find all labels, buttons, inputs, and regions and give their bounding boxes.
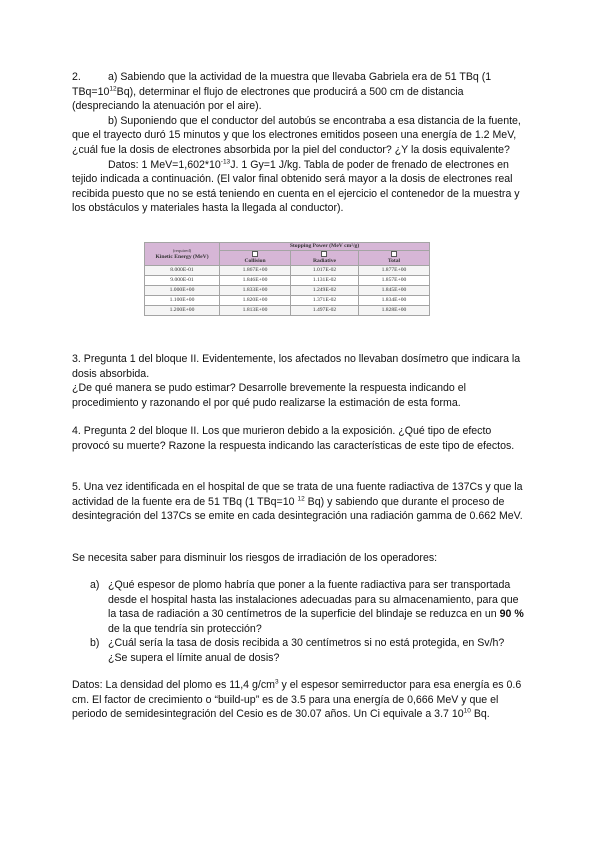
stopping-power-header: Stopping Power (MeV cm²/g) — [220, 243, 430, 251]
kinetic-energy-header: (required) Kinetic Energy (MeV) — [145, 243, 220, 266]
question-2a: 2. a) Sabiendo que la actividad de la muestra que llevaba Gabriela era de 51 TBq (1 $TBq=10^{12}Bq$), determinar el flujo de electrones que producirá a 500 cm de distancia (despreciando la atenuación por el aire). — [72, 71, 492, 113]
question-5-datos: Datos: La densidad del plomo es 11,4 $g/cm^3$ y el espesor semirreductor para esa energía es 0.6 cm. El factor de crecimiento o “build-up” es de 3.5 para una energía de 0,666 MeV y que el periodo de semidesintegración del Cesio es de 30.07 años. Un Ci equivale a 3.7 $10^{10}$ Bq. — [72, 678, 522, 721]
table-row: 1.000E+00 1.833E+00 1.249E-02 1.845E+00 — [145, 286, 430, 296]
question-2 — [72, 70, 524, 216]
question-3 — [72, 352, 524, 410]
list-item: a) ¿Qué espesor de plomo habría que poner a la fuente radiactiva para ser transportada desde el hospital hasta las instalaciones adecuadas para su almacenamiento, para que la tasa de radiación a 30 centímetros de la superficie del blindaje se reduzca en un 90 % de la que tendría sin protección? — [90, 579, 524, 635]
question-2-number: 2. — [72, 71, 81, 83]
total-header: Total — [358, 251, 429, 266]
list-item: b) ¿Cuál sería la tasa de dosis recibida a 30 centímetros si no está protegida, en Sv/h? ¿Se supera el límite anual de dosis? — [90, 637, 505, 664]
checkbox-icon — [391, 251, 397, 257]
question-5-text: 5. Una vez identificada en el hospital de que se trata de una fuente radiactiva de 137Cs y que la actividad de la fuente era de 51 TBq (1 TBq=10 $^{12}$ Bq) y sabiendo que durante el proceso de desintegración del 137Cs se emite en cada desintegración una radiación gamma de 0.662 MeV. — [72, 481, 523, 523]
question-4 — [72, 424, 524, 453]
table-row: 1.100E+00 1.820E+00 1.371E-02 1.834E+00 — [145, 296, 430, 306]
question-4-text: 4. Pregunta 2 del bloque II. Los que murieron debido a la exposición. ¿Qué tipo de efecto provocó su muerte? Razone la respuesta indicando las características de este tipo de efectos. — [72, 425, 515, 452]
table-row: 8.000E-01 1.867E+00 1.017E-02 1.877E+00 — [145, 266, 430, 276]
table-row: 1.200E+00 1.813E+00 1.497E-02 1.828E+00 — [145, 306, 430, 316]
collision-header: Collision — [220, 251, 291, 266]
checkbox-icon — [252, 251, 258, 257]
question-2b: b) Suponiendo que el conductor del autobús se encontraba a esa distancia de la fuente, que el trayecto duró 15 minutos y que los electrones emitidos poseen una energía de 1.2 MeV, ¿cuál fue la dosis de electrones absorbida por la piel del conductor? ¿Y la dosis equivalente? — [72, 114, 521, 156]
stopping-power-table — [144, 242, 430, 316]
question-3-line1: 3. Pregunta 1 del bloque II. Evidentemente, los afectados no llevaban dosímetro que indicara la dosis absorbida. — [72, 353, 521, 380]
question-3-line2: ¿De qué manera se pudo estimar? Desarrolle brevemente la respuesta indicando el procedimiento y razonando el por qué pudo realizarse la estimación de esta forma. — [72, 382, 466, 409]
question-5 — [72, 480, 524, 524]
checkbox-icon — [321, 251, 327, 257]
radiative-header: Radiative — [291, 251, 359, 266]
question-5-list — [90, 578, 524, 666]
question-5-intro: Se necesita saber para disminuir los riesgos de irradiación de los operadores: — [72, 552, 438, 564]
question-2-datos: Datos: 1 $MeV=1,602*10^{-13}J$. 1 Gy=1 J/kg. Tabla de poder de frenado de electrones en tejido indicada a continuación. (El valor final obtenido será mayor a la dosis de electrones real recibida puesto que no se está teniendo en cuenta en el ejercicio el contenedor de la muestra y los obstáculos y materiales hasta la llegada al conductor). — [72, 158, 520, 215]
table-row: 9.000E-01 1.846E+00 1.131E-02 1.857E+00 — [145, 276, 430, 286]
